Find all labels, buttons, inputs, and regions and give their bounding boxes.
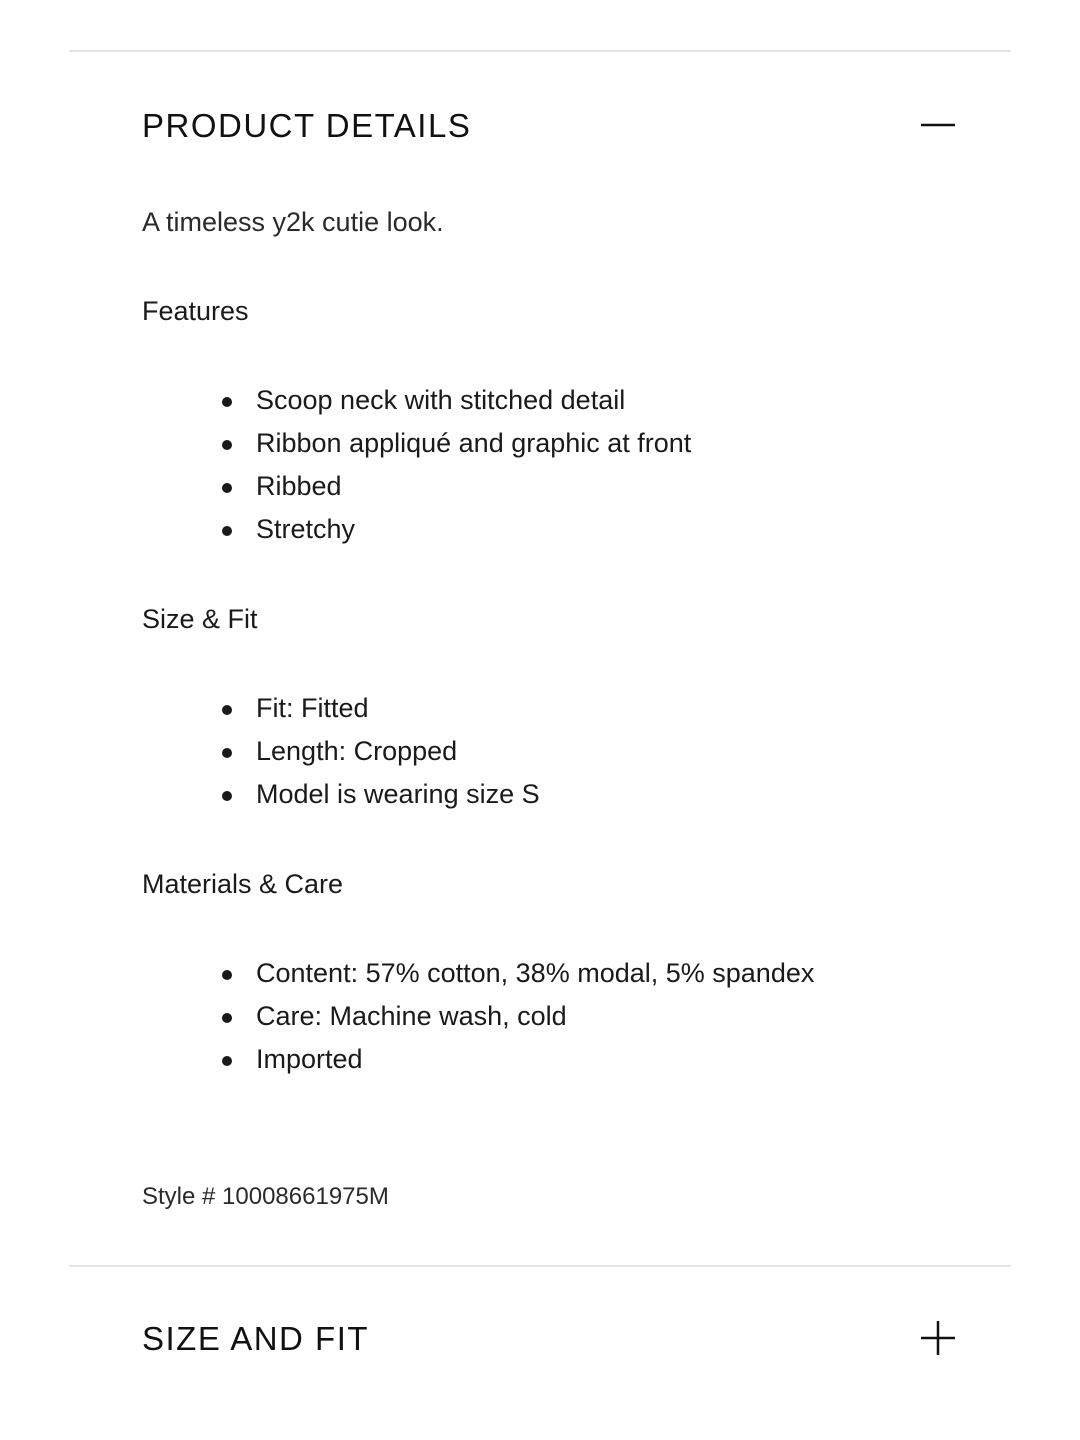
materials-care-list [218, 952, 814, 1081]
bullet-icon [222, 397, 232, 407]
list-item [218, 508, 691, 551]
list-item [218, 1038, 814, 1081]
materials-text: Care: Machine wash, cold [256, 1001, 567, 1031]
list-item [218, 687, 540, 730]
bullet-icon [222, 791, 232, 801]
list-item [218, 995, 814, 1038]
bullet-icon [222, 970, 232, 980]
feature-text: Scoop neck with stitched detail [256, 385, 626, 415]
materials-text: Content: 57% cotton, 38% modal, 5% spandex [256, 958, 815, 988]
feature-text: Stretchy [256, 514, 356, 544]
product-details-header[interactable] [142, 104, 962, 146]
top-divider [69, 50, 1011, 52]
feature-text: Ribbon appliqué and graphic at front [256, 428, 692, 458]
list-item [218, 465, 691, 508]
size-fit-list [218, 687, 540, 816]
feature-text: Ribbed [256, 471, 342, 501]
size-fit-text: Fit: Fitted [256, 693, 369, 723]
list-item [218, 773, 540, 816]
product-description: A timeless y2k cutie look. [142, 207, 444, 237]
features-list [218, 379, 691, 551]
bullet-icon [222, 483, 232, 493]
size-and-fit-header[interactable] [142, 1317, 962, 1359]
list-item [218, 422, 691, 465]
list-item [218, 952, 814, 995]
style-number: Style # 10008661975M [142, 1183, 389, 1210]
size-fit-heading: Size & Fit [142, 604, 258, 634]
minus-icon[interactable] [918, 105, 958, 145]
list-item [218, 379, 691, 422]
bullet-icon [222, 748, 232, 758]
materials-text: Imported [256, 1044, 363, 1074]
bullet-icon [222, 1013, 232, 1023]
section-divider [69, 1265, 1011, 1267]
size-fit-text: Length: Cropped [256, 736, 458, 766]
bullet-icon [222, 705, 232, 715]
features-heading: Features [142, 296, 249, 326]
size-fit-text: Model is wearing size S [256, 779, 540, 809]
size-and-fit-title: SIZE AND FIT [142, 1319, 370, 1357]
materials-care-heading: Materials & Care [142, 869, 344, 899]
plus-icon[interactable] [918, 1318, 958, 1358]
list-item [218, 730, 540, 773]
bullet-icon [222, 440, 232, 450]
bullet-icon [222, 526, 232, 536]
bullet-icon [222, 1056, 232, 1066]
product-details-title: PRODUCT DETAILS [142, 106, 472, 144]
